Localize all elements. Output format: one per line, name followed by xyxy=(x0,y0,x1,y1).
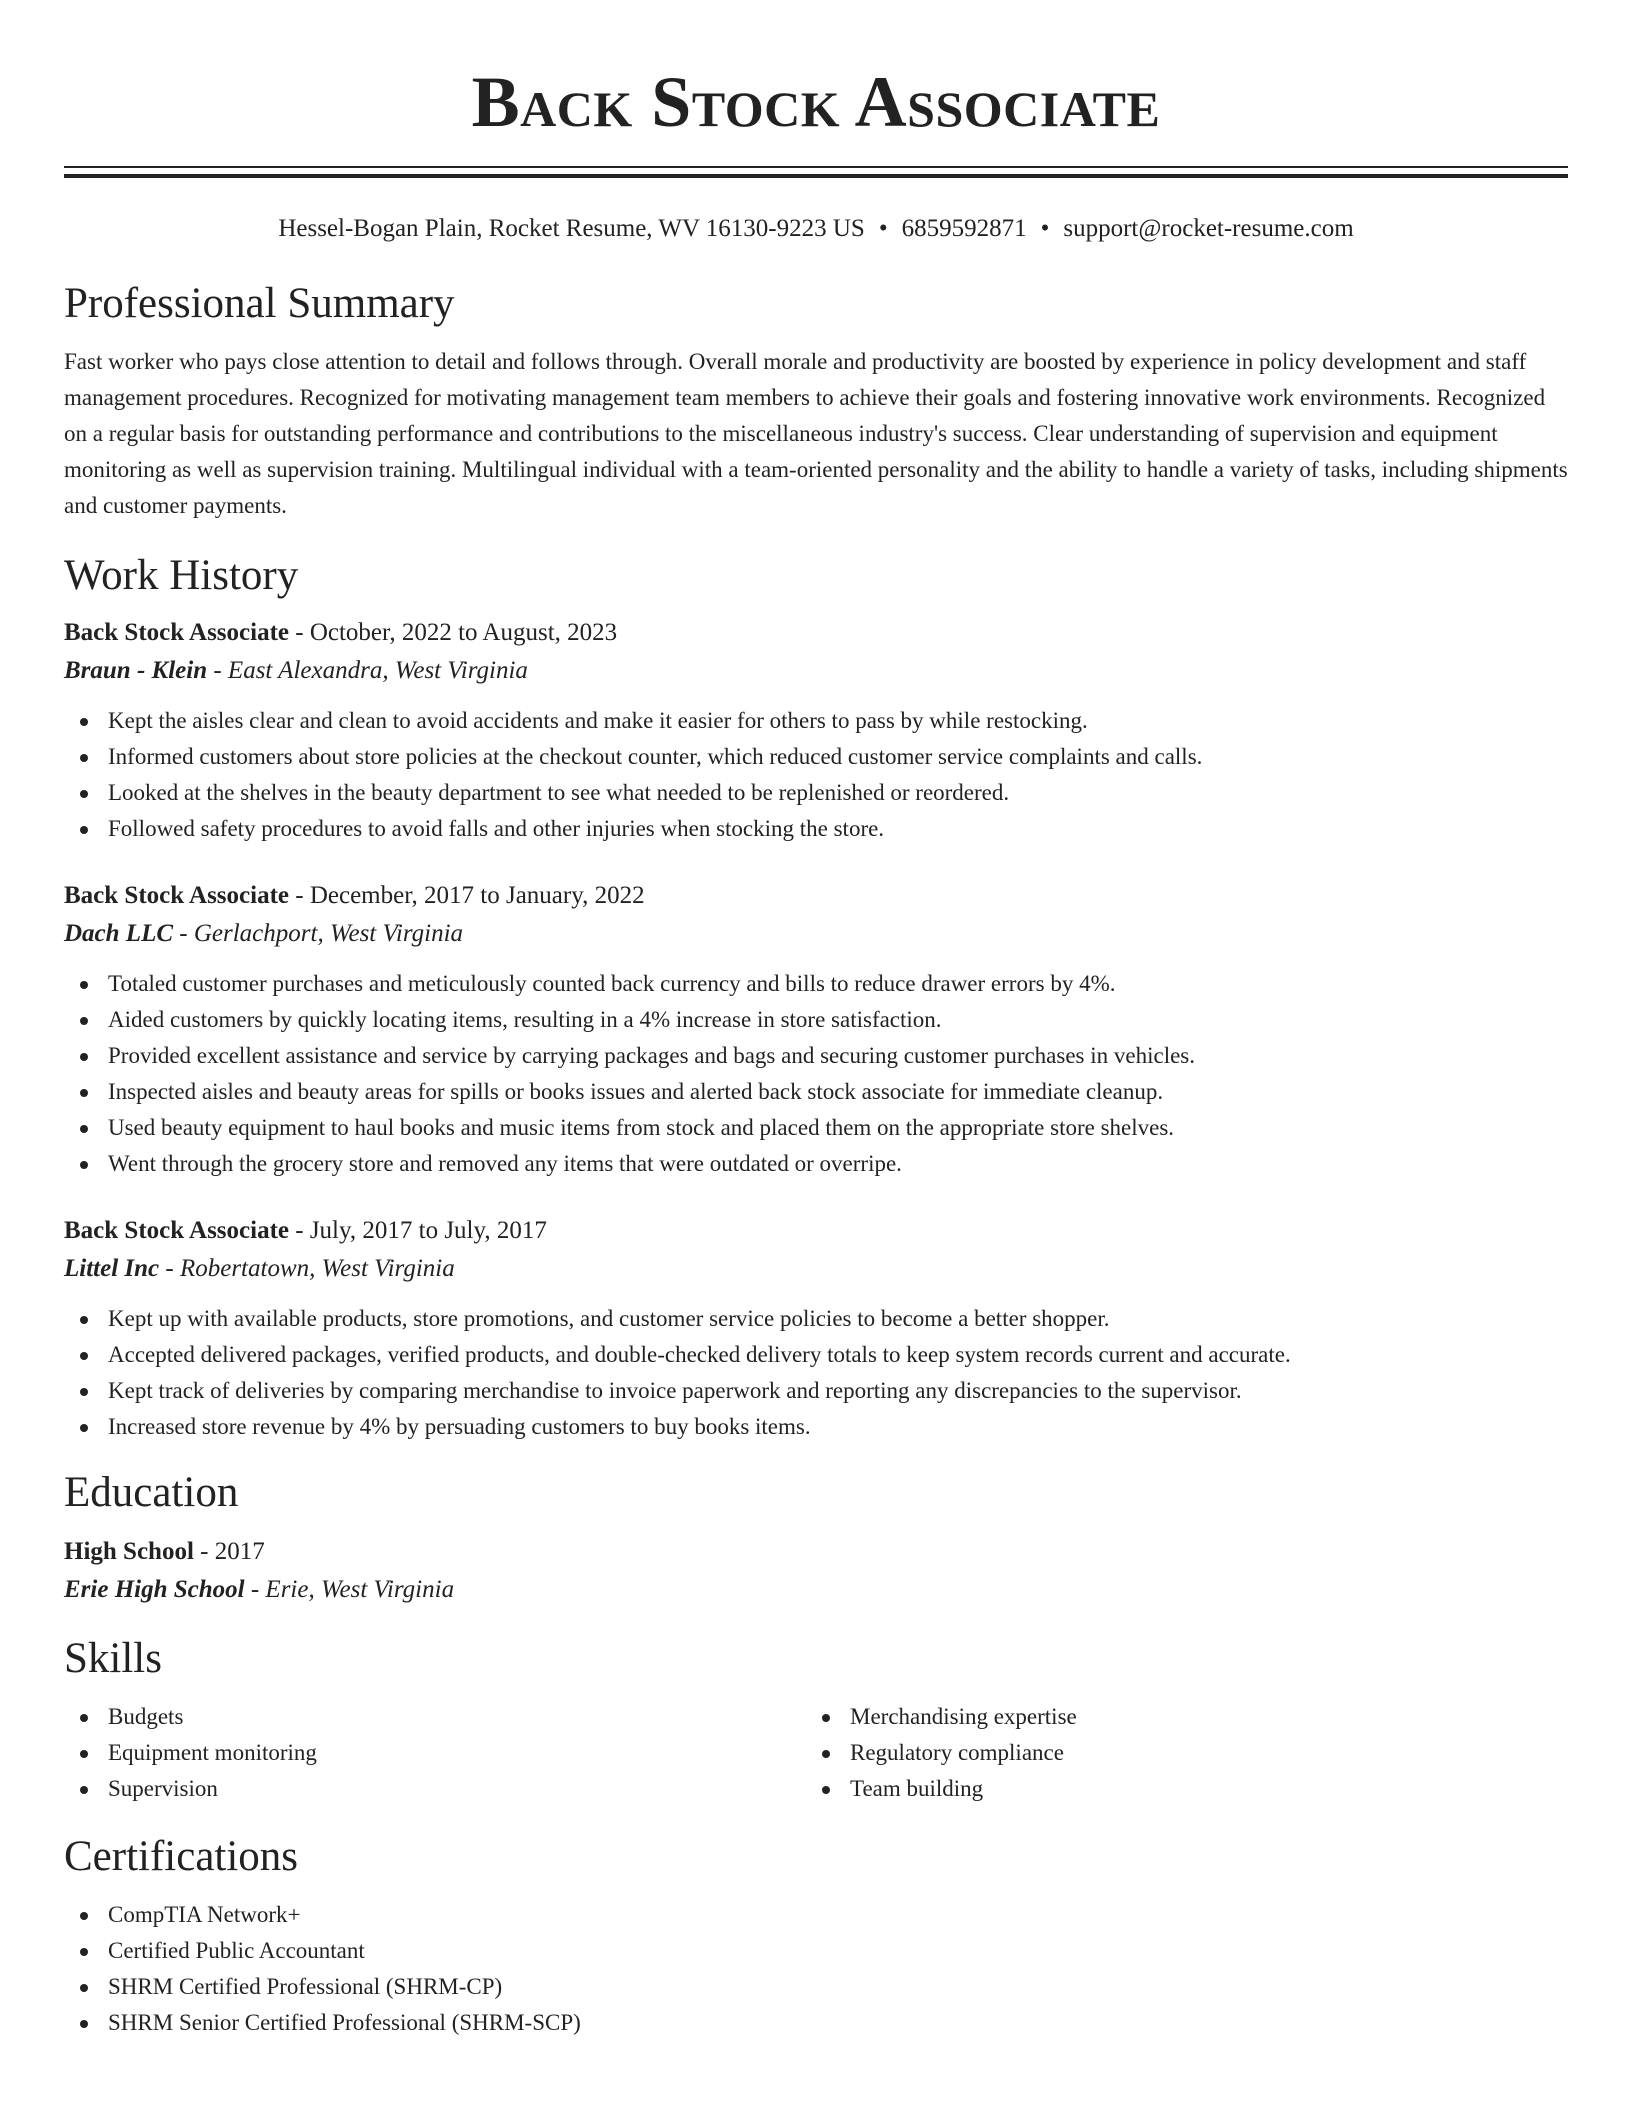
education-year: - 2017 xyxy=(193,1538,265,1565)
job-company: Braun - Klein xyxy=(64,657,208,684)
skills-grid xyxy=(64,1699,1568,1807)
job-duties-list xyxy=(64,1301,1568,1445)
skill-item: Regulatory compliance xyxy=(806,1735,1548,1771)
skill-item: Merchandising expertise xyxy=(806,1699,1548,1735)
job-employer xyxy=(64,1250,1568,1288)
skill-item: Supervision xyxy=(64,1771,806,1807)
job-company: Littel Inc xyxy=(64,1255,160,1282)
list-item: Went through the grocery store and removed any items that were outdated or overripe. xyxy=(64,1146,1568,1182)
list-item: Used beauty equipment to haul books and music items from stock and placed them on the appropriate store shelves. xyxy=(64,1110,1568,1146)
certification-item: CompTIA Network+ xyxy=(64,1897,1568,1933)
job-entry xyxy=(64,1212,1568,1445)
contact-separator: • xyxy=(878,215,888,242)
education-header xyxy=(64,1533,1568,1571)
contact-email: support@rocket-resume.com xyxy=(1063,215,1354,242)
title-divider-thick xyxy=(64,174,1568,178)
job-location: - Robertatown, West Virginia xyxy=(159,1255,455,1282)
education-location: - Erie, West Virginia xyxy=(244,1576,455,1603)
contact-address: Hessel-Bogan Plain, Rocket Resume, WV 16130-9223 US xyxy=(278,215,865,242)
job-dates: - December, 2017 to January, 2022 xyxy=(289,882,645,909)
list-item: Totaled customer purchases and meticulously counted back currency and bills to reduce drawer errors by 4%. xyxy=(64,966,1568,1002)
certification-item: SHRM Senior Certified Professional (SHRM-SCP) xyxy=(64,2005,1568,2041)
job-position: Back Stock Associate xyxy=(64,882,289,909)
education-degree: High School xyxy=(64,1538,194,1565)
job-company: Dach LLC xyxy=(64,920,174,947)
contact-phone: 6859592871 xyxy=(901,215,1027,242)
contact-line xyxy=(64,214,1568,244)
list-item: Kept track of deliveries by comparing merchandise to invoice paperwork and reporting any discrepancies to the supervisor. xyxy=(64,1373,1568,1409)
job-dates: - July, 2017 to July, 2017 xyxy=(289,1217,547,1244)
list-item: Increased store revenue by 4% by persuading customers to buy books items. xyxy=(64,1409,1568,1445)
job-header xyxy=(64,877,1568,915)
list-item: Followed safety procedures to avoid falls and other injuries when stocking the store. xyxy=(64,811,1568,847)
summary-heading: Professional Summary xyxy=(64,280,455,327)
education-entry xyxy=(64,1533,1568,1609)
skills-heading: Skills xyxy=(64,1635,162,1682)
education-school: Erie High School xyxy=(64,1576,245,1603)
contact-separator: • xyxy=(1040,215,1050,242)
list-item: Aided customers by quickly locating items, resulting in a 4% increase in store satisfaction. xyxy=(64,1002,1568,1038)
summary-text: Fast worker who pays close attention to detail and follows through. Overall morale and productivity are boosted by experience in policy development and staff management procedures. Recognized for motivating management team members to achieve their goals and fostering innovative work environments. Recognized on a regular basis for outstanding performance and contributions to the miscellaneous industry's success. Clear understanding of supervision and equipment monitoring as well as supervision training. Multilingual individual with a team-oriented personality and the ability to handle a variety of tasks, including shipments and customer payments. xyxy=(64,349,1568,518)
job-entry xyxy=(64,614,1568,847)
certifications-list xyxy=(64,1897,1568,2041)
list-item: Informed customers about store policies at the checkout counter, which reduced customer service complaints and calls. xyxy=(64,739,1568,775)
job-header xyxy=(64,614,1568,652)
certifications-heading: Certifications xyxy=(64,1833,299,1880)
list-item: Provided excellent assistance and service by carrying packages and bags and securing customer purchases in vehicles. xyxy=(64,1038,1568,1074)
skill-item: Team building xyxy=(806,1771,1548,1807)
job-duties-list xyxy=(64,703,1568,847)
title-divider-thin xyxy=(64,166,1568,168)
certification-item: Certified Public Accountant xyxy=(64,1933,1568,1969)
job-position: Back Stock Associate xyxy=(64,619,289,646)
list-item: Inspected aisles and beauty areas for spills or books issues and alerted back stock associate for immediate cleanup. xyxy=(64,1074,1568,1110)
work-history-heading: Work History xyxy=(64,552,299,599)
skill-item: Equipment monitoring xyxy=(64,1735,806,1771)
education-school-line xyxy=(64,1571,1568,1609)
certification-item: SHRM Certified Professional (SHRM-CP) xyxy=(64,1969,1568,2005)
job-duties-list xyxy=(64,966,1568,1182)
job-location: - Gerlachport, West Virginia xyxy=(173,920,464,947)
job-location: - East Alexandra, West Virginia xyxy=(207,657,528,684)
job-entry xyxy=(64,877,1568,1182)
job-dates: - October, 2022 to August, 2023 xyxy=(289,619,618,646)
job-position: Back Stock Associate xyxy=(64,1217,289,1244)
list-item: Looked at the shelves in the beauty department to see what needed to be replenished or reordered. xyxy=(64,775,1568,811)
skills-list-left xyxy=(64,1699,806,1807)
list-item: Accepted delivered packages, verified products, and double-checked delivery totals to keep system records current and accurate. xyxy=(64,1337,1568,1373)
job-employer xyxy=(64,915,1568,953)
resume-title: Back Stock Associate xyxy=(471,62,1161,142)
resume-page xyxy=(64,0,1568,2041)
education-heading: Education xyxy=(64,1469,239,1516)
list-item: Kept up with available products, store promotions, and customer service policies to become a better shopper. xyxy=(64,1301,1568,1337)
skill-item: Budgets xyxy=(64,1699,806,1735)
job-header xyxy=(64,1212,1568,1250)
skills-list-right xyxy=(806,1699,1548,1807)
list-item: Kept the aisles clear and clean to avoid accidents and make it easier for others to pass by while restocking. xyxy=(64,703,1568,739)
job-employer xyxy=(64,652,1568,690)
